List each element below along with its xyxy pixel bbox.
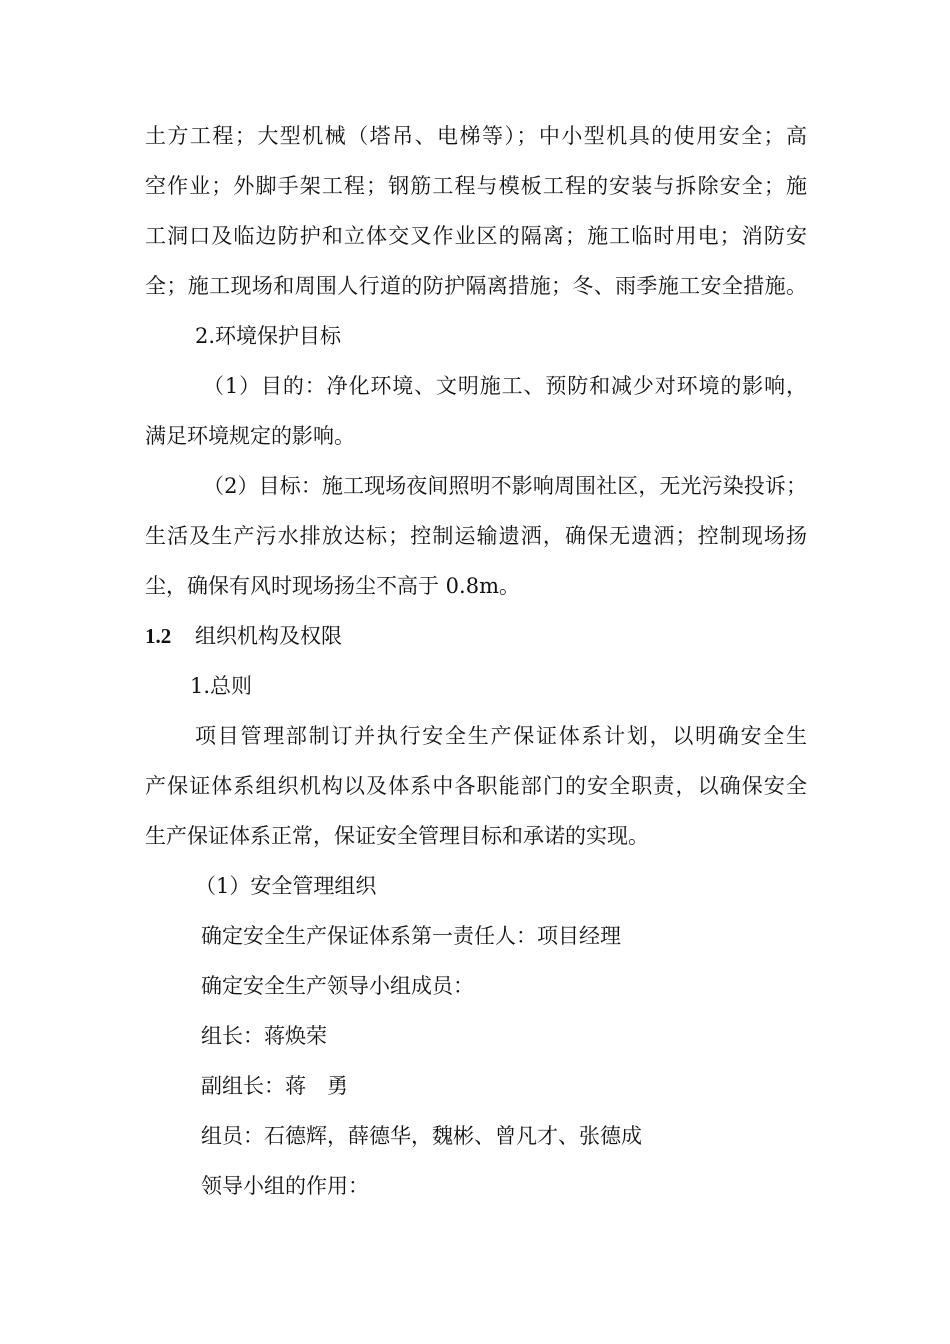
section-heading [145, 614, 807, 664]
paragraph-line: 工洞口及临边防护和立体交叉作业区的隔离；施工临时用电；消防安 [145, 224, 807, 248]
org-line: 领导小组的作用： [201, 1174, 369, 1198]
paragraph-line: 产保证体系组织机构以及体系中各职能部门的安全职责，以确保安全 [145, 774, 807, 798]
paragraph-line: 土方工程；大型机械（塔吊、电梯等）；中小型机具的使用安全；高 [145, 124, 807, 148]
paragraph-line: （2）目标：施工现场夜间照明不影响周围社区，无光污染投诉； [203, 474, 807, 498]
subsection-title-org: （1）安全管理组织 [195, 874, 377, 898]
section-title: 组织机构及权限 [195, 624, 342, 648]
paragraph-line: 满足环境规定的影响。 [145, 424, 355, 448]
paragraph-line: 全；施工现场和周围人行道的防护隔离措施；冬、雨季施工安全措施。 [145, 274, 807, 298]
org-line: 确定安全生产保证体系第一责任人：项目经理 [201, 924, 621, 948]
paragraph-line: 生活及生产污水排放达标；控制运输遗洒，确保无遗洒；控制现场扬 [145, 524, 807, 548]
org-line: 确定安全生产领导小组成员： [201, 974, 474, 998]
paragraph-line: 项目管理部制订并执行安全生产保证体系计划，以明确安全生 [195, 724, 807, 748]
section-number: 1.2 [145, 624, 172, 648]
subsection-title-env: 2.环境保护目标 [195, 324, 342, 348]
document-body [145, 114, 807, 1214]
org-line: 组长：蒋焕荣 [201, 1024, 327, 1048]
paragraph-line: （1）目的：净化环境、文明施工、预防和减少对环境的影响， [203, 374, 807, 398]
subsection-title-general: 1.总则 [190, 674, 253, 698]
org-line: 组员：石德辉，薛德华，魏彬、曾凡才、张德成 [201, 1124, 642, 1148]
paragraph-line: 空作业；外脚手架工程；钢筋工程与模板工程的安装与拆除安全；施 [145, 174, 807, 198]
paragraph-line: 生产保证体系正常，保证安全管理目标和承诺的实现。 [145, 824, 649, 848]
paragraph-line: 尘，确保有风时现场扬尘不高于 0.8m。 [145, 574, 520, 598]
org-line: 副组长：蒋 勇 [201, 1074, 348, 1098]
